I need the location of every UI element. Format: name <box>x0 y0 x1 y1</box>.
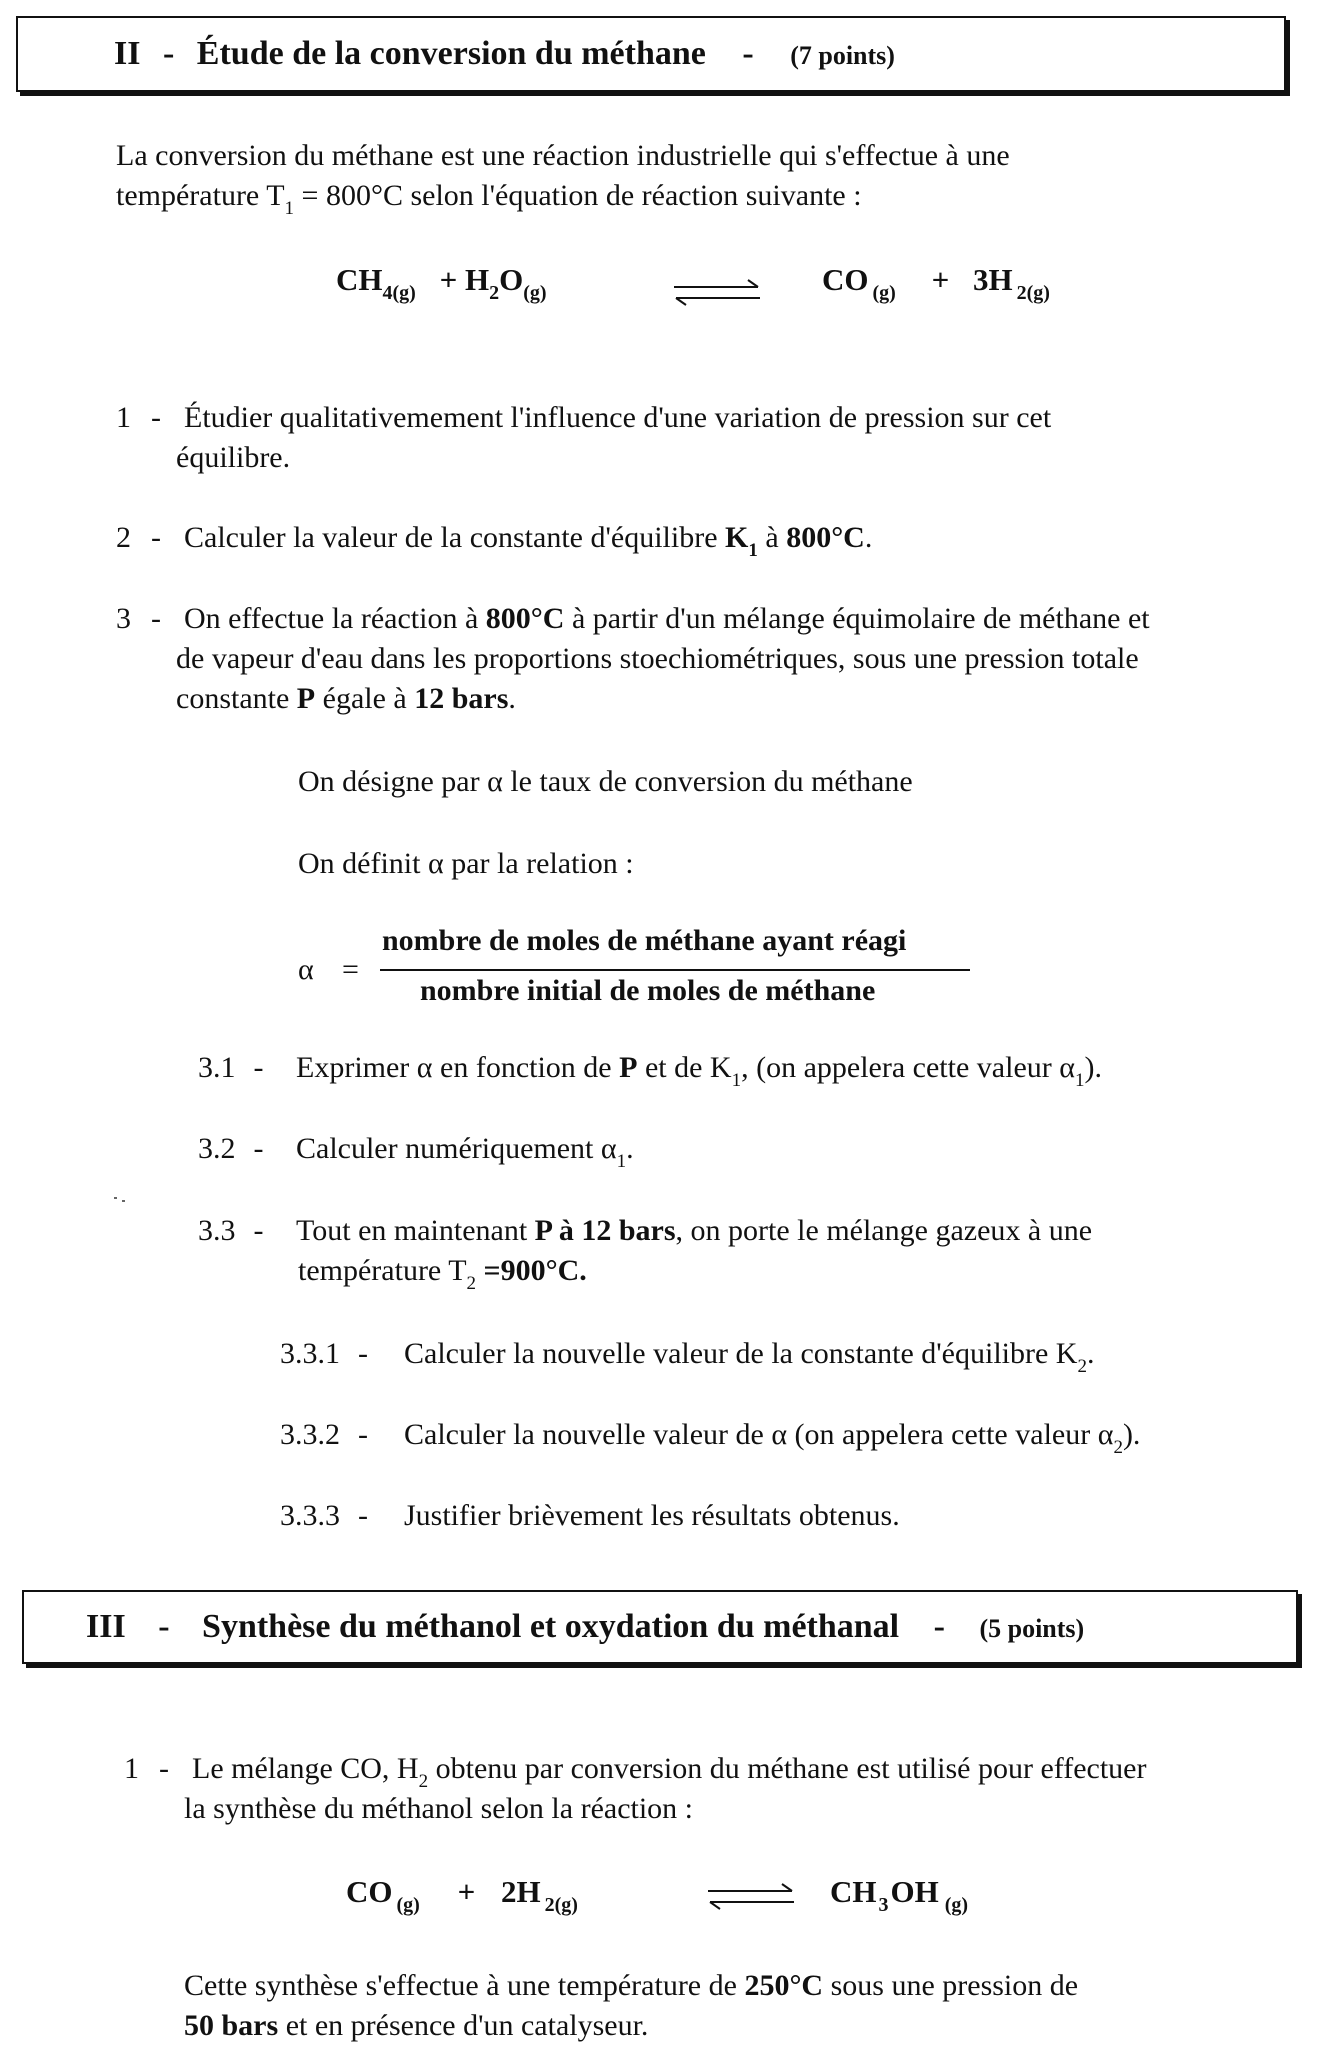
eq1-plus: + <box>931 262 950 297</box>
q33-dash: - <box>253 1214 264 1247</box>
eq1-co: CO <box>822 262 869 297</box>
intro-line-1: La conversion du méthane est une réaction industrielle qui s'effectue à une <box>116 139 1010 172</box>
synthesis-temp: 250°C <box>744 1969 824 2002</box>
fraction-numerator: nombre de moles de méthane ayant réagi <box>382 924 907 957</box>
equation-2-rhs <box>830 1874 969 1916</box>
q32-num: 3.2 <box>198 1132 236 1165</box>
q3-line3-b: égale à <box>315 682 415 715</box>
q331-num: 3.3.1 <box>280 1337 340 1370</box>
intro-line-2 <box>116 178 862 218</box>
section-2-header <box>16 16 1286 92</box>
q332-num: 3.3.2 <box>280 1418 340 1451</box>
q31-alpha-sub: 1 <box>1074 1070 1085 1091</box>
equation-1-rhs <box>822 262 1050 304</box>
scan-speck <box>122 1200 125 1202</box>
intro-t1-subscript: 1 <box>284 198 295 219</box>
q3-line-2: de vapeur d'eau dans les proportions stoechiométriques, sous une pression totale <box>176 642 1139 675</box>
q2-text-c: . <box>864 521 873 554</box>
q3-3-2-number <box>280 1417 368 1453</box>
synthesis-line-1 <box>184 1968 1078 2004</box>
equation-1-lhs <box>336 262 547 304</box>
q2-number <box>116 520 161 556</box>
q3-3-1-text <box>404 1336 1094 1376</box>
q3-2-number <box>198 1131 264 1167</box>
q32-b: . <box>626 1132 634 1165</box>
q3-3-number <box>198 1213 264 1249</box>
q31-c: , (on appelera cette valeur α <box>741 1051 1075 1084</box>
eq1-h2o-sub: (g) <box>523 282 547 304</box>
alpha-equals: = <box>342 953 359 986</box>
synthesis-line1-b: sous une pression de <box>823 1969 1079 2002</box>
q332-b: ). <box>1122 1418 1141 1451</box>
q332-sub: 2 <box>1113 1437 1123 1458</box>
s3q1-line1-a: Le mélange CO, H <box>192 1752 419 1785</box>
alpha-definition-2: On définit α par la relation : <box>298 847 634 880</box>
q2-temp: 800°C <box>786 521 865 554</box>
q3-line3-c: . <box>508 682 516 715</box>
q3-dash: - <box>151 602 161 635</box>
q33-line2-b: =900°C. <box>476 1254 587 1287</box>
section-2-title: Étude de la conversion du méthane <box>196 35 706 72</box>
section-3-title: Synthèse du méthanol et oxydation du méthanal <box>202 1608 900 1645</box>
eq1-3h: 3H <box>973 262 1013 297</box>
q31-p: P <box>619 1051 638 1084</box>
section-2-points: (7 points) <box>790 41 895 70</box>
q1-line-1: Étudier qualitativemement l'influence d'une variation de pression sur cet <box>184 401 1052 434</box>
q3-3-line-2 <box>298 1253 587 1293</box>
q33-t2-sub: 2 <box>466 1273 477 1294</box>
q3-3-1-number <box>280 1336 368 1372</box>
eq2-ch3-sub: 3 <box>878 1894 889 1916</box>
q1-num: 1 <box>116 401 131 434</box>
equation-2-lhs <box>346 1874 578 1916</box>
s3q1-line1-b: obtenu par conversion du méthane est utilisé pour effectuer <box>428 1752 1147 1785</box>
q32-a: Calculer numériquement α <box>296 1132 617 1165</box>
alpha-symbol: α <box>298 953 314 986</box>
eq1-ch4: CH <box>336 262 383 297</box>
eq1-ch4-sub: 4(g) <box>382 282 416 304</box>
q31-num: 3.1 <box>198 1051 236 1084</box>
q331-dash: - <box>358 1337 368 1370</box>
q331-a: Calculer la nouvelle valeur de la constante d'équilibre K <box>404 1337 1078 1370</box>
q2-k-sub: 1 <box>748 540 758 561</box>
q31-dash: - <box>253 1051 264 1084</box>
q31-a: Exprimer α en fonction de <box>296 1051 620 1084</box>
q3-line3-p: P <box>296 682 316 715</box>
s3-q1-line-2: la synthèse du méthanol selon la réaction : <box>184 1792 694 1825</box>
equilibrium-arrow-icon <box>706 1882 796 1910</box>
intro-temperature-value: = 800°C selon l'équation de réaction suivante : <box>294 179 862 212</box>
section-3-dash2: - <box>933 1608 945 1645</box>
q3-line3-bars: 12 bars <box>414 682 509 715</box>
eq2-co: CO <box>346 1874 393 1909</box>
q31-b: et de K <box>637 1051 732 1084</box>
q33-line1-p: P à 12 bars <box>534 1214 676 1247</box>
synthesis-pressure: 50 bars <box>184 2009 279 2042</box>
eq1-o: O <box>499 262 524 297</box>
q3-1-number <box>198 1050 264 1086</box>
q3-1-text <box>296 1050 1102 1090</box>
q331-b: . <box>1086 1337 1095 1370</box>
fraction-denominator: nombre initial de moles de méthane <box>420 974 876 1007</box>
scan-speck <box>114 1197 117 1199</box>
eq2-ch: CH <box>830 1874 877 1909</box>
s3-q1-line-1 <box>192 1751 1146 1791</box>
s3q1-num: 1 <box>124 1752 139 1785</box>
q333-dash: - <box>358 1499 368 1532</box>
q1-number <box>116 400 161 436</box>
q3-3-3-number <box>280 1498 368 1534</box>
q3-line-1 <box>184 601 1150 637</box>
section-3-header <box>22 1590 1298 1664</box>
eq2-oh: OH <box>890 1874 939 1909</box>
q3-line1-b: à partir d'un mélange équimolaire de méthane et <box>564 602 1150 635</box>
fraction-bar <box>380 969 970 971</box>
eq1-h2o-sub-2: 2 <box>489 282 500 304</box>
q2-k: K <box>725 521 749 554</box>
section-2-number: II <box>114 35 141 72</box>
q31-k-sub: 1 <box>731 1070 742 1091</box>
q3-line1-temp: 800°C <box>485 602 565 635</box>
section-2-title-line <box>114 35 895 73</box>
eq1-co-sub: (g) <box>872 282 896 304</box>
q3-number <box>116 601 161 637</box>
q2-text-b: à <box>757 521 787 554</box>
q333-num: 3.3.3 <box>280 1499 340 1532</box>
alpha-definition-1: On désigne par α le taux de conversion du méthane <box>298 765 913 798</box>
q2-text-a: Calculer la valeur de la constante d'équilibre <box>184 521 726 554</box>
q33-num: 3.3 <box>198 1214 236 1247</box>
eq1-h2-sub: 2(g) <box>1016 282 1050 304</box>
q3-3-line-1 <box>296 1213 1092 1249</box>
section-3-points: (5 points) <box>979 1614 1085 1643</box>
q1-dash: - <box>151 401 161 434</box>
section-2-dash: - <box>162 35 175 72</box>
eq2-h2-sub: 2(g) <box>544 1894 578 1916</box>
intro-temperature-label: température T <box>116 179 285 212</box>
q2-text <box>184 520 872 560</box>
q31-d: ). <box>1084 1051 1102 1084</box>
q3-line3-a: constante <box>176 682 297 715</box>
q3-num: 3 <box>116 602 131 635</box>
synthesis-line2-b: et en présence d'un catalyseur. <box>278 2009 649 2042</box>
eq2-2h: 2H <box>501 1874 541 1909</box>
q332-a: Calculer la nouvelle valeur de α (on appelera cette valeur α <box>404 1418 1114 1451</box>
section-3-title-line <box>86 1608 1084 1646</box>
eq1-plus-h: + H <box>439 262 490 297</box>
q3-2-text <box>296 1131 634 1171</box>
section-2-dash2: - <box>742 35 754 72</box>
q3-line1-a: On effectue la réaction à <box>184 602 486 635</box>
s3q1-h2-sub: 2 <box>418 1771 429 1792</box>
q33-line2-a: température T <box>298 1254 467 1287</box>
q1-line-2: équilibre. <box>176 441 291 474</box>
q33-line1-a: Tout en maintenant <box>296 1214 535 1247</box>
eq2-co-sub: (g) <box>396 1894 420 1916</box>
eq2-oh-sub: (g) <box>944 1894 969 1916</box>
q2-dash: - <box>151 521 161 554</box>
s3q1-dash: - <box>159 1752 169 1785</box>
q32-alpha-sub: 1 <box>616 1151 627 1172</box>
q2-num: 2 <box>116 521 131 554</box>
equilibrium-arrow-icon <box>672 278 762 306</box>
q331-sub: 2 <box>1077 1356 1087 1377</box>
q3-3-2-text <box>404 1417 1140 1457</box>
q33-line1-b: , on porte le mélange gazeux à une <box>675 1214 1093 1247</box>
q3-line-3 <box>176 681 516 717</box>
q32-dash: - <box>253 1132 264 1165</box>
synthesis-line-2 <box>184 2008 648 2044</box>
section-3-dash: - <box>158 1608 170 1645</box>
eq2-plus: + <box>457 1874 476 1909</box>
section-3-number: III <box>86 1608 126 1645</box>
q332-dash: - <box>358 1418 368 1451</box>
q3-3-3-text: Justifier brièvement les résultats obtenus. <box>404 1499 900 1532</box>
synthesis-line1-a: Cette synthèse s'effectue à une température de <box>184 1969 745 2002</box>
s3-q1-number <box>124 1751 169 1787</box>
